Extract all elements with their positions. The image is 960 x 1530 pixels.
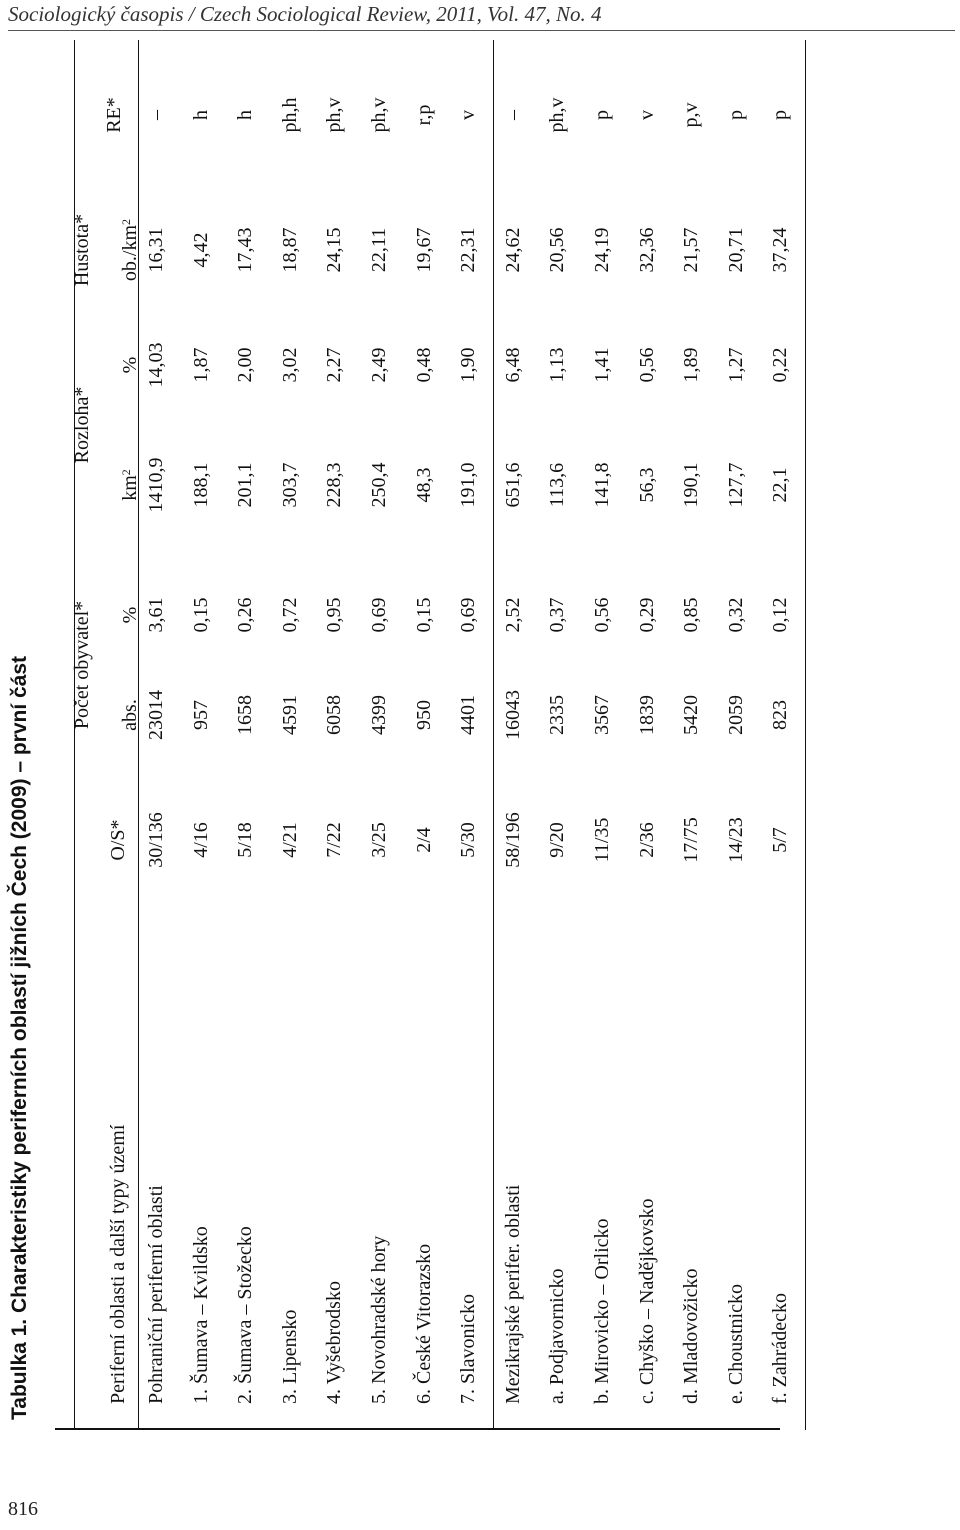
row-pct-area: 1,41 <box>591 347 613 383</box>
row-re: ph,v <box>323 97 346 133</box>
row-os: 2/36 <box>635 822 658 858</box>
row-density: 17,43 <box>234 227 257 273</box>
row-density: 21,57 <box>680 227 703 273</box>
header-rule <box>8 30 955 31</box>
row-km2: 191,0 <box>457 462 480 508</box>
row-km2: 190,1 <box>680 462 703 508</box>
row-pct-area: 2,00 <box>234 347 257 383</box>
row-os: 30/136 <box>145 812 167 868</box>
row-density: 24,62 <box>501 227 524 273</box>
subheader-density-sup: 2 <box>119 218 133 225</box>
row-name: e. Choustnicko <box>724 1284 747 1404</box>
header-os: O/S* <box>107 819 129 861</box>
row-re: – <box>145 110 167 120</box>
table-caption: Tabulka 1. Charakteristiky periferních oblastí jižních Čech (2009) – první část <box>8 655 31 1420</box>
row-os: 7/22 <box>323 822 346 858</box>
row-km2: 201,1 <box>234 462 257 508</box>
row-pct: 3,61 <box>145 597 167 633</box>
header-re: RE* <box>103 97 125 133</box>
row-re: p <box>769 110 792 120</box>
row-os: 5/7 <box>769 827 792 853</box>
row-density: 19,67 <box>412 227 435 273</box>
row-abs: 3567 <box>591 695 613 735</box>
row-pct: 0,26 <box>234 597 257 633</box>
row-re: h <box>189 110 212 120</box>
table-bottom-rule <box>805 40 806 1430</box>
row-abs: 1839 <box>635 695 658 735</box>
row-name: 6. České Vitorazsko <box>412 1243 435 1404</box>
journal-header: Sociologický časopis / Czech Sociological Review, 2011, Vol. 47, No. 4 <box>8 2 602 26</box>
row-os: 5/18 <box>234 822 257 858</box>
row-density: 37,24 <box>769 227 792 273</box>
row-name: d. Mladovožicko <box>680 1268 703 1404</box>
row-km2: 141,8 <box>591 462 613 508</box>
row-abs: 823 <box>769 700 792 730</box>
section-divider-rule <box>493 40 494 1430</box>
row-abs: 4401 <box>457 695 480 735</box>
row-re: – <box>501 110 524 120</box>
row-density: 20,71 <box>724 227 747 273</box>
row-density: 24,19 <box>591 227 613 273</box>
row-abs: 950 <box>412 700 435 730</box>
row-pct-area: 2,49 <box>368 347 390 383</box>
row-km2: 651,6 <box>501 462 524 508</box>
row-density: 24,15 <box>323 227 346 273</box>
row-density: 4,42 <box>189 232 212 268</box>
row-km2: 188,1 <box>189 462 212 508</box>
header-density: Hustota* <box>71 213 93 287</box>
header-top-rule <box>74 40 75 1430</box>
row-abs: 4591 <box>278 695 301 735</box>
row-os: 3/25 <box>368 822 390 858</box>
row-pct: 0,12 <box>769 597 792 633</box>
row-pct: 0,69 <box>368 597 390 633</box>
row-pct-area: 2,27 <box>323 347 346 383</box>
row-pct-area: 0,22 <box>769 347 792 383</box>
row-pct: 0,15 <box>412 597 435 633</box>
row-os: 14/23 <box>724 817 747 863</box>
row-km2: 1410,9 <box>145 457 167 513</box>
row-km2: 250,4 <box>368 462 390 508</box>
row-pct-area: 3,02 <box>278 347 301 383</box>
row-re: p <box>591 110 613 120</box>
row-name: f. Zahrádecko <box>769 1292 792 1404</box>
row-os: 17/75 <box>680 817 703 863</box>
subheader-pct-area: % <box>119 356 141 374</box>
row-density: 22,11 <box>368 227 390 273</box>
row-name: 1. Šumava – Kvildsko <box>189 1226 212 1404</box>
row-os: 11/35 <box>591 817 613 863</box>
row-pct-area: 1,89 <box>680 347 703 383</box>
row-pct-area: 1,90 <box>457 347 480 383</box>
row-abs: 2335 <box>546 695 569 735</box>
row-pct-area: 1,13 <box>546 347 569 383</box>
row-os: 58/196 <box>501 812 524 868</box>
subheader-pct-pop: % <box>119 606 141 624</box>
row-pct-area: 0,48 <box>412 347 435 383</box>
header-name: Periferní oblasti a další typy území <box>107 1124 129 1404</box>
rotated-table-page <box>0 40 800 1490</box>
page-number: 816 <box>8 1498 38 1520</box>
row-name: a. Podjavornicko <box>546 1268 569 1404</box>
row-os: 2/4 <box>412 827 435 853</box>
row-pct: 0,69 <box>457 597 480 633</box>
row-density: 20,56 <box>546 227 569 273</box>
row-abs: 5420 <box>680 695 703 735</box>
row-pct: 2,52 <box>501 597 524 633</box>
row-name: 3. Lipensko <box>278 1309 301 1404</box>
row-km2: 113,6 <box>546 462 569 508</box>
row-re: ph,v <box>546 97 569 133</box>
subheader-km2-sup: 2 <box>119 469 133 476</box>
row-name: 7. Slavonicko <box>457 1294 480 1404</box>
row-km2: 127,7 <box>724 462 747 508</box>
row-pct: 0,85 <box>680 597 703 633</box>
row-pct-area: 14,03 <box>145 342 167 388</box>
row-re: p,v <box>680 102 703 128</box>
row-km2: 303,7 <box>278 462 301 508</box>
row-density: 18,87 <box>278 227 301 273</box>
row-pct-area: 1,87 <box>189 347 212 383</box>
row-km2: 228,3 <box>323 462 346 508</box>
row-name: Mezikrajské perifer. oblasti <box>501 1184 524 1404</box>
row-re: ph,h <box>278 97 301 133</box>
row-density: 32,36 <box>635 227 658 273</box>
row-os: 4/16 <box>189 822 212 858</box>
subheader-abs: abs. <box>119 699 141 731</box>
row-abs: 2059 <box>724 695 747 735</box>
row-name: 4. Vyšebrodsko <box>323 1281 346 1404</box>
row-pct-area: 1,27 <box>724 347 747 383</box>
subheader-km2-text: km <box>119 475 141 501</box>
row-re: h <box>234 110 257 120</box>
row-os: 9/20 <box>546 822 569 858</box>
row-abs: 16043 <box>501 690 524 740</box>
row-name: 2. Šumava – Stožecko <box>234 1226 257 1404</box>
header-bottom-rule <box>138 40 139 1430</box>
subheader-density-text: ob./km <box>119 224 141 282</box>
row-km2: 48,3 <box>412 467 435 503</box>
row-abs: 4399 <box>368 695 390 735</box>
row-pct: 0,95 <box>323 597 346 633</box>
row-re: p <box>724 110 747 120</box>
row-name: 5. Novohradské hory <box>368 1235 390 1404</box>
row-re: v <box>457 110 480 120</box>
row-pct: 0,56 <box>591 597 613 633</box>
row-name: b. Mirovicko – Orlicko <box>591 1218 613 1404</box>
row-pct: 0,37 <box>546 597 569 633</box>
row-km2: 56,3 <box>635 467 658 503</box>
row-density: 22,31 <box>457 227 480 273</box>
row-re: v <box>635 110 658 120</box>
row-abs: 1658 <box>234 695 257 735</box>
row-pct: 0,29 <box>635 597 658 633</box>
row-density: 16,31 <box>145 227 167 273</box>
row-pct: 0,72 <box>278 597 301 633</box>
row-re: ph,v <box>368 97 390 133</box>
row-os: 5/30 <box>457 822 480 858</box>
row-abs: 23014 <box>145 690 167 740</box>
row-re: r,p <box>412 104 435 126</box>
row-pct-area: 6,48 <box>501 347 524 383</box>
row-name: c. Chyško – Nadějkovsko <box>635 1198 658 1404</box>
row-pct: 0,15 <box>189 597 212 633</box>
row-km2: 22,1 <box>769 467 792 503</box>
row-os: 4/21 <box>278 822 301 858</box>
header-area: Rozloha* <box>71 386 93 464</box>
row-abs: 957 <box>189 700 212 730</box>
row-pct-area: 0,56 <box>635 347 658 383</box>
header-population: Počet obyvatel* <box>71 600 93 730</box>
row-pct: 0,32 <box>724 597 747 633</box>
row-name: Pohraniční periferní oblasti <box>145 1185 167 1404</box>
table-top-rule <box>55 1428 780 1430</box>
row-abs: 6058 <box>323 695 346 735</box>
